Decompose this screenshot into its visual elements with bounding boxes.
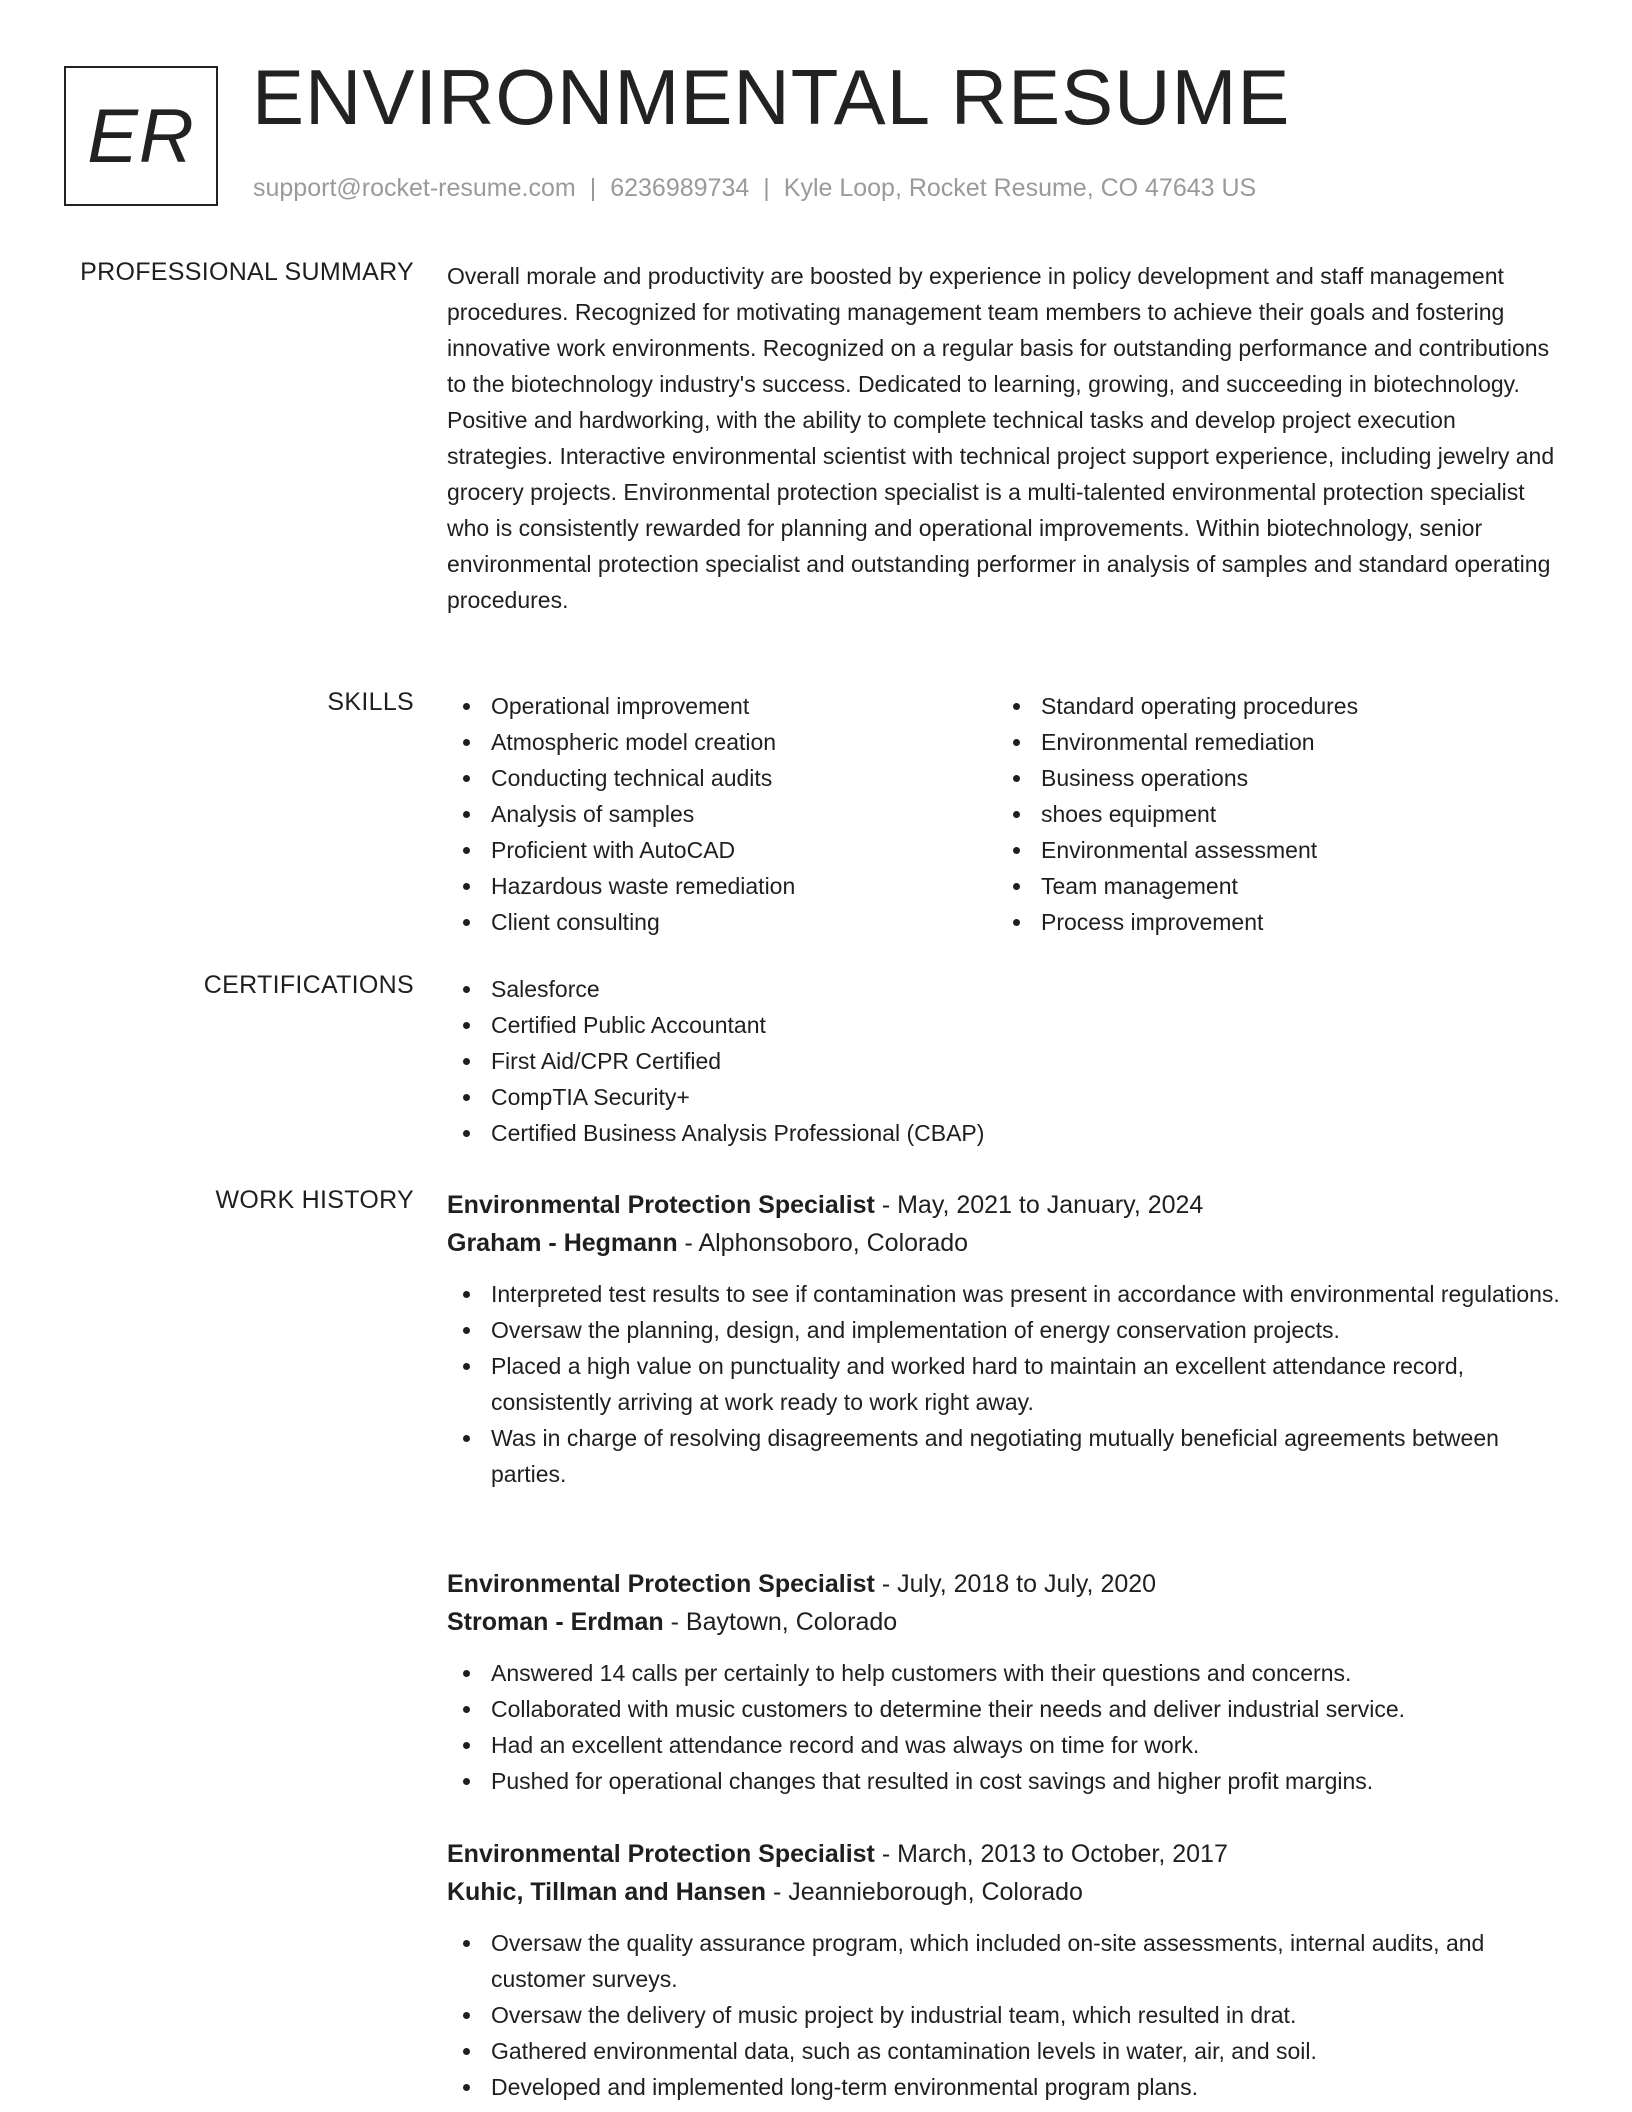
- list-item: Answered 14 calls per certainly to help customers with their questions and concerns.: [447, 1655, 1567, 1691]
- list-item: Environmental assessment: [997, 832, 1547, 868]
- job-title: Environmental Protection Specialist: [447, 1191, 875, 1219]
- contact-separator: |: [763, 174, 770, 202]
- list-item: First Aid/CPR Certified: [447, 1043, 1567, 1079]
- list-item: Interpreted test results to see if contamination was present in accordance with environmental regulations.: [447, 1276, 1567, 1312]
- contact-phone[interactable]: 6236989734: [610, 174, 750, 202]
- job-company-line: [447, 1873, 1567, 1911]
- job-bullets: [447, 1925, 1567, 2105]
- list-item: Analysis of samples: [447, 796, 997, 832]
- job-dates: - March, 2013 to October, 2017: [874, 1840, 1228, 1868]
- job-location: - Baytown, Colorado: [663, 1608, 898, 1636]
- work-history-heading: WORK HISTORY: [215, 1186, 414, 1214]
- list-item: Operational improvement: [447, 688, 997, 724]
- contact-email[interactable]: support@rocket-resume.com: [253, 174, 576, 202]
- contact-separator: |: [589, 174, 597, 202]
- list-item: Oversaw the delivery of music project by industrial team, which resulted in drat.: [447, 1997, 1567, 2033]
- skills-list: [447, 688, 1567, 940]
- job-company: Stroman - Erdman: [447, 1608, 664, 1636]
- list-item: Client consulting: [447, 904, 997, 940]
- list-item: Certified Business Analysis Professional (CBAP): [447, 1115, 1567, 1151]
- list-item: Pushed for operational changes that resulted in cost savings and higher profit margins.: [447, 1763, 1567, 1799]
- list-item: CompTIA Security+: [447, 1079, 1567, 1115]
- job-entry: [447, 1186, 1567, 1492]
- list-item: Business operations: [997, 760, 1547, 796]
- list-item: Placed a high value on punctuality and worked hard to maintain an excellent attendance record, consistently arriving at work ready to work right away.: [447, 1348, 1567, 1420]
- job-bullets: [447, 1655, 1567, 1799]
- list-item: Collaborated with music customers to determine their needs and deliver industrial service.: [447, 1691, 1567, 1727]
- certifications-heading: CERTIFICATIONS: [203, 971, 414, 999]
- list-item: Oversaw the quality assurance program, which included on-site assessments, internal audits, and customer surveys.: [447, 1925, 1567, 1997]
- job-company-line: [447, 1603, 1567, 1641]
- summary-heading: PROFESSIONAL SUMMARY: [80, 258, 414, 286]
- job-dates: - May, 2021 to January, 2024: [874, 1191, 1204, 1219]
- list-item: Was in charge of resolving disagreements and negotiating mutually beneficial agreements between parties.: [447, 1420, 1567, 1492]
- list-item: shoes equipment: [997, 796, 1547, 832]
- job-title: Environmental Protection Specialist: [447, 1840, 875, 1868]
- job-company: Graham - Hegmann: [447, 1229, 678, 1257]
- list-item: Atmospheric model creation: [447, 724, 997, 760]
- list-item: Environmental remediation: [997, 724, 1547, 760]
- skills-heading: SKILLS: [327, 688, 414, 716]
- list-item: Team management: [997, 868, 1547, 904]
- job-entry: [447, 1565, 1567, 1799]
- monogram-logo: ER: [64, 66, 218, 206]
- job-company: Kuhic, Tillman and Hansen: [447, 1878, 767, 1906]
- contact-line: [253, 174, 1256, 203]
- job-title-line: [447, 1565, 1567, 1603]
- list-item: Oversaw the planning, design, and implementation of energy conservation projects.: [447, 1312, 1567, 1348]
- job-location: - Alphonsoboro, Colorado: [677, 1229, 969, 1257]
- list-item: Standard operating procedures: [997, 688, 1547, 724]
- job-location: - Jeannieborough, Colorado: [766, 1878, 1083, 1906]
- resume-title: ENVIRONMENTAL RESUME: [252, 53, 1291, 141]
- job-title: Environmental Protection Specialist: [447, 1570, 875, 1598]
- job-bullets: [447, 1276, 1567, 1492]
- job-entry: [447, 1835, 1567, 2105]
- list-item: Process improvement: [997, 904, 1547, 940]
- skills-column-1: [447, 688, 997, 940]
- list-item: Hazardous waste remediation: [447, 868, 997, 904]
- list-item: Gathered environmental data, such as contamination levels in water, air, and soil.: [447, 2033, 1567, 2069]
- job-title-line: [447, 1186, 1567, 1224]
- list-item: Salesforce: [447, 971, 1567, 1007]
- skills-column-2: [997, 688, 1547, 940]
- list-item: Proficient with AutoCAD: [447, 832, 997, 868]
- job-company-line: [447, 1224, 1567, 1262]
- list-item: Certified Public Accountant: [447, 1007, 1567, 1043]
- certifications-list: [447, 971, 1567, 1151]
- job-dates: - July, 2018 to July, 2020: [874, 1570, 1157, 1598]
- job-title-line: [447, 1835, 1567, 1873]
- list-item: Developed and implemented long-term environmental program plans.: [447, 2069, 1567, 2105]
- list-item: Conducting technical audits: [447, 760, 997, 796]
- list-item: Had an excellent attendance record and was always on time for work.: [447, 1727, 1567, 1763]
- contact-address: Kyle Loop, Rocket Resume, CO 47643 US: [783, 174, 1257, 202]
- summary-text: Overall morale and productivity are boosted by experience in policy development and staff management procedures. Recognized for motivating management team members to achieve their goals and fostering innovative work environments. Recognized on a regular basis for outstanding performance and contributions to the biotechnology industry's success. Dedicated to learning, growing, and succeeding in biotechnology. Positive and hardworking, with the ability to complete technical tasks and develop project execution strategies. Interactive environmental scientist with technical project support experience, including jewelry and grocery projects. Environmental protection specialist is a multi-talented environmental protection specialist who is consistently rewarded for planning and operational improvements. Within biotechnology, senior environmental protection specialist and outstanding performer in analysis of samples and standard operating procedures.: [447, 263, 1555, 613]
